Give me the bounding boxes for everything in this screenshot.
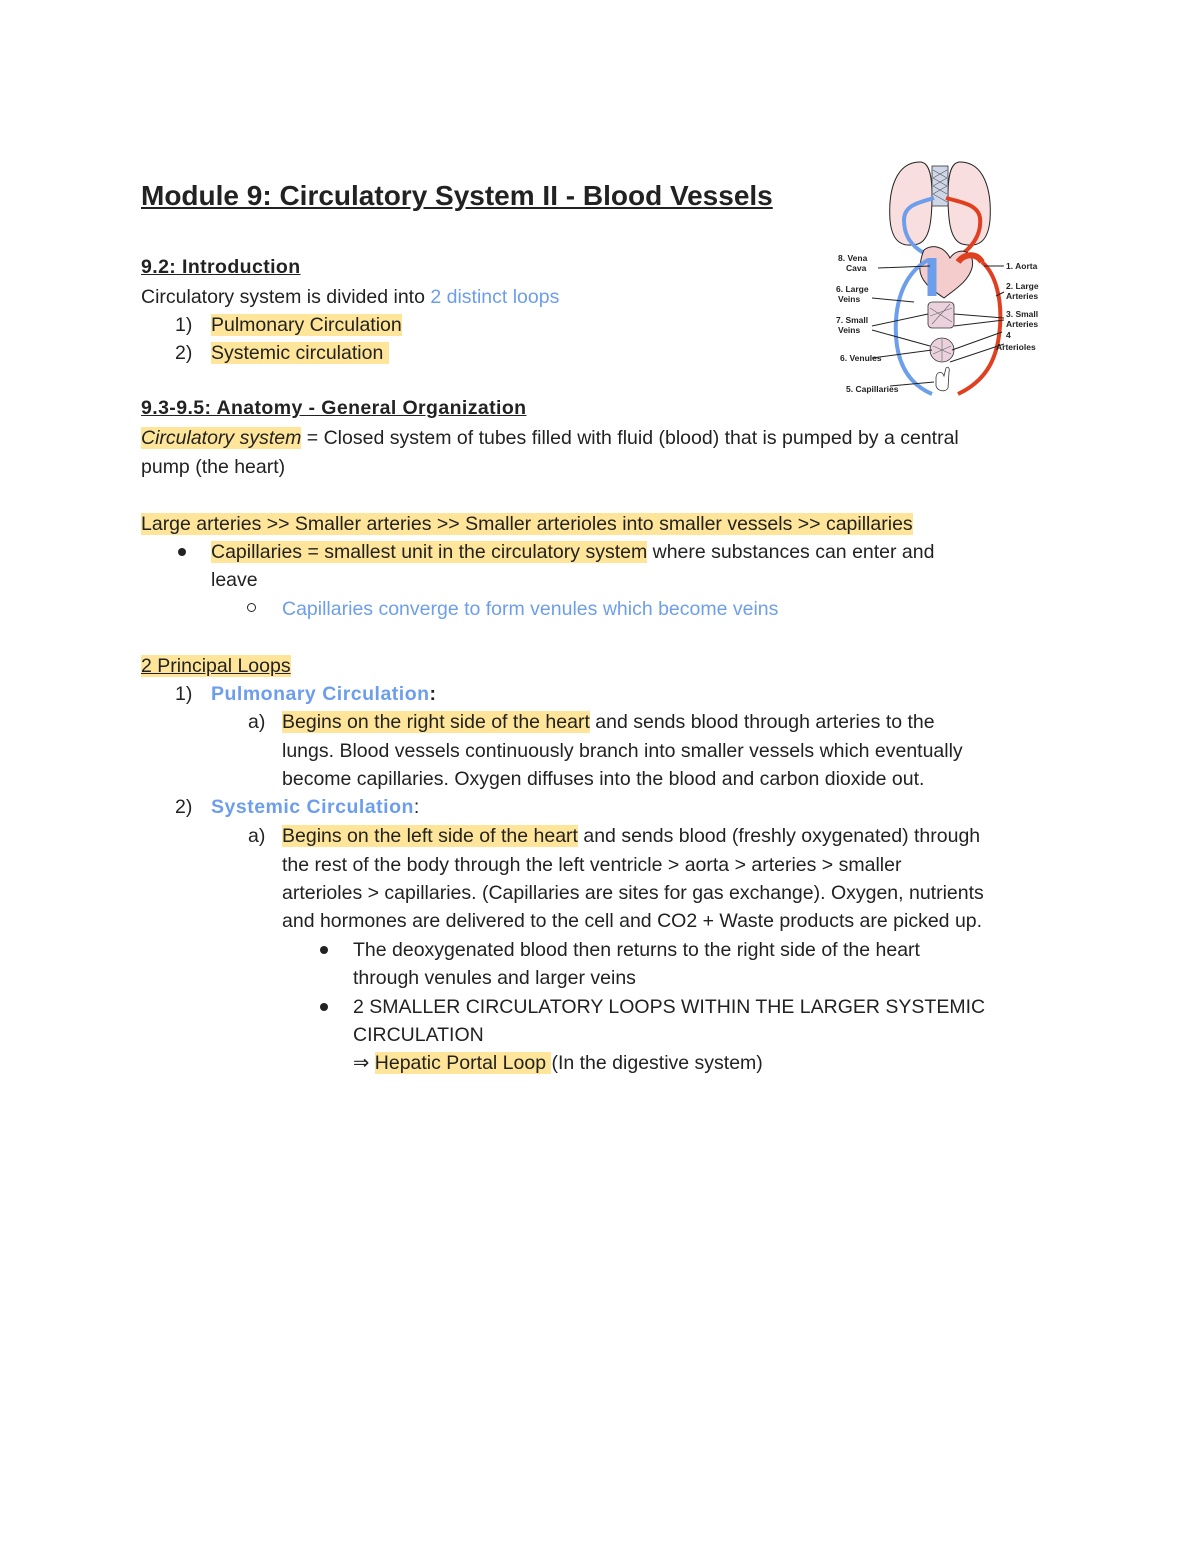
bullet-dot <box>320 1003 328 1011</box>
vessel-sequence <box>141 510 913 538</box>
smaller-loops-bullet-line1: 2 SMALLER CIRCULATORY LOOPS WITHIN THE LARGER SYSTEMIC <box>353 996 986 1018</box>
anatomy-definition-text: = Closed system of tubes filled with fluid (blood) that is pumped by a central <box>301 427 959 449</box>
label-aorta: 1. Aorta <box>1006 261 1038 271</box>
capillaries-bullet-rest: where substances can enter and <box>647 541 935 563</box>
systemic-line1-rest: and sends blood (freshly oxygenated) through <box>577 825 981 847</box>
hepatic-loop-line <box>353 1049 763 1077</box>
hand-capillary-icon <box>936 367 949 391</box>
hepatic-loop-rest: (In the digestive system) <box>551 1052 763 1074</box>
label-large-veins-1: 6. Large <box>836 284 869 294</box>
lung-capillary-bed <box>932 166 948 206</box>
intro-item-1-label: Pulmonary Circulation <box>211 314 402 336</box>
label-large-arteries-1: 2. Large <box>1006 281 1039 291</box>
left-lung-shape <box>890 162 932 245</box>
bullet-dot <box>178 548 186 556</box>
subbullet-ring <box>247 603 256 612</box>
loops-heading-line <box>141 652 291 680</box>
page-title: Module 9: Circulatory System II - Blood Vessels <box>141 180 773 211</box>
systemic-colon: : <box>413 796 420 818</box>
intro-item-1 <box>211 311 402 339</box>
pulmonary-title: Pulmonary Circulation <box>211 683 430 705</box>
capillaries-bullet-line2: leave <box>211 569 258 591</box>
label-vena-cava-2: Cava <box>846 263 867 273</box>
intro-item-marker-1: 1) <box>175 314 193 336</box>
bullet-dot <box>320 946 328 954</box>
systemic-line3: arterioles > capillaries. (Capillaries are sites for gas exchange). Oxygen, nutrients <box>282 882 984 904</box>
capillaries-bullet-highlight: Capillaries = smallest unit in the circulatory system <box>211 541 648 563</box>
deoxygenated-bullet-line1: The deoxygenated blood then returns to the right side of the heart <box>353 939 920 961</box>
intro-heading: 9.2: Introduction <box>141 256 301 278</box>
intro-item-2-label: Systemic circulation <box>211 342 389 364</box>
systemic-highlight: Begins on the left side of the heart <box>282 825 578 847</box>
pulmonary-highlight: Begins on the right side of the heart <box>282 711 590 733</box>
anatomy-definition-line1 <box>141 424 959 452</box>
label-small-arteries-1: 3. Small <box>1006 309 1039 319</box>
label-small-veins-1: 7. Small <box>836 315 869 325</box>
systemic-marker: 2) <box>175 796 193 818</box>
loops-heading: 2 Principal Loops <box>141 655 291 677</box>
label-large-arteries-2: Arteries <box>1006 291 1039 301</box>
pulmonary-line2: lungs. Blood vessels continuously branch into smaller vessels which eventually <box>282 740 963 762</box>
systemic-title-line <box>211 793 419 821</box>
capillaries-bullet-line1 <box>211 538 934 566</box>
anatomy-heading: 9.3-9.5: Anatomy - General Organization <box>141 397 527 419</box>
circulatory-diagram <box>832 150 1057 400</box>
pulmonary-line3: become capillaries. Oxygen diffuses into the blood and carbon dioxide out. <box>282 768 925 790</box>
label-small-arteries-2: Arteries <box>1006 319 1039 329</box>
anatomy-term: Circulatory system <box>141 427 302 449</box>
systemic-line4: and hormones are delivered to the cell and CO2 + Waste products are picked up. <box>282 910 983 932</box>
smaller-loops-bullet-line2: CIRCULATION <box>353 1024 484 1046</box>
anatomy-definition-line2: pump (the heart) <box>141 456 286 478</box>
systemic-line1 <box>282 822 980 850</box>
label-small-veins-2: Veins <box>838 325 861 335</box>
intro-item-marker-2: 2) <box>175 342 193 364</box>
label-venules: 6. Venules <box>840 353 882 363</box>
intro-item-2 <box>211 339 389 367</box>
pulmonary-sub-marker: a) <box>248 711 266 733</box>
intro-loops-highlight: 2 distinct loops <box>430 286 560 308</box>
pulmonary-title-line <box>211 680 436 708</box>
label-arterioles-number: 4 <box>1006 330 1011 340</box>
deoxygenated-bullet-line2: through venules and larger veins <box>353 967 636 989</box>
label-large-veins-2: Veins <box>838 294 861 304</box>
label-capillaries: 5. Capillaries <box>846 384 899 394</box>
pulmonary-marker: 1) <box>175 683 193 705</box>
hepatic-loop-highlight: Hepatic Portal Loop <box>374 1052 552 1074</box>
systemic-sub-marker: a) <box>248 825 266 847</box>
intro-text-before: Circulatory system is divided into <box>141 286 431 308</box>
venules-subbullet: Capillaries converge to form venules which become veins <box>282 598 779 620</box>
label-arterioles: Arterioles <box>996 342 1036 352</box>
pulmonary-line1-rest: and sends blood through arteries to the <box>589 711 935 733</box>
pulmonary-line1 <box>282 708 935 736</box>
pulmonary-colon: : <box>429 683 437 705</box>
intro-text <box>141 283 559 311</box>
arrow-symbol: ⇒ <box>353 1052 375 1074</box>
systemic-title: Systemic Circulation <box>211 796 414 818</box>
systemic-line2: the rest of the body through the left ventricle > aorta > arteries > smaller <box>282 854 902 876</box>
vessel-sequence-text: Large arteries >> Smaller arteries >> Smaller arterioles into smaller vessels >> capillaries <box>141 513 913 535</box>
label-vena-cava-1: 8. Vena <box>838 253 868 263</box>
